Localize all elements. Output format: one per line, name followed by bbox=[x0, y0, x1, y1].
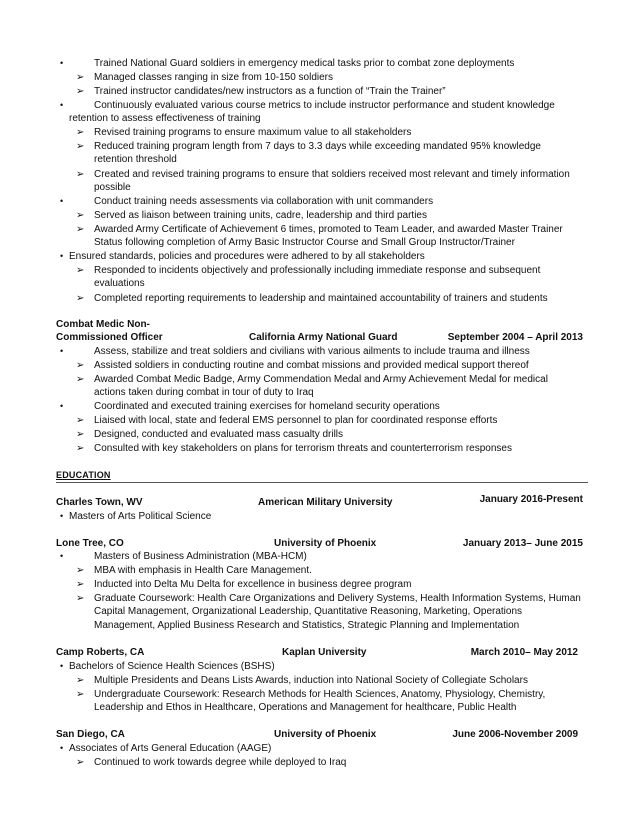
arrow-bullet-icon: ➢ bbox=[76, 210, 85, 221]
arrow-bullet-icon: ➢ bbox=[76, 360, 85, 371]
education-school: Kaplan University bbox=[282, 647, 367, 658]
arrow-bullet-icon: ➢ bbox=[76, 675, 85, 686]
sub-bullet-text-cont: retention threshold bbox=[94, 154, 177, 165]
bullet: • bbox=[60, 551, 64, 561]
sub-bullet-text-cont: possible bbox=[94, 182, 131, 193]
arrow-bullet-icon: ➢ bbox=[76, 127, 85, 138]
bullet-text: Trained National Guard soldiers in emergency medical tasks prior to combat zone deployments bbox=[94, 58, 515, 69]
education-location: San Diego, CA bbox=[56, 729, 125, 740]
bullet: • bbox=[60, 661, 64, 671]
sub-bullet-text: Liaised with local, state and federal EMS personnel to plan for coordinated response efforts bbox=[94, 415, 498, 426]
sub-bullet-text: Reduced training program length from 7 days to 3.3 days while exceeding mandated 95% knowledge bbox=[94, 141, 541, 152]
sub-bullet-text: Multiple Presidents and Deans Lists Awards, induction into National Society of Collegiate Scholars bbox=[94, 675, 528, 686]
sub-bullet-text: Graduate Coursework: Health Care Organizations and Delivery Systems, Health Information Systems, Human bbox=[94, 593, 581, 604]
education-degree: Bachelors of Science Health Sciences (BSHS) bbox=[69, 661, 275, 672]
sub-bullet-text: MBA with emphasis in Health Care Management. bbox=[94, 565, 312, 576]
arrow-bullet-icon: ➢ bbox=[76, 224, 85, 235]
arrow-bullet-icon: ➢ bbox=[76, 86, 85, 97]
sub-bullet-text: Completed reporting requirements to leadership and maintained accountability of trainers and students bbox=[94, 293, 548, 304]
education-school: American Military University bbox=[258, 497, 393, 508]
sub-bullet-text: Designed, conducted and evaluated mass casualty drills bbox=[94, 429, 344, 440]
bullet: • bbox=[60, 511, 64, 521]
sub-bullet-text-cont: evaluations bbox=[94, 278, 145, 289]
arrow-bullet-icon: ➢ bbox=[76, 579, 85, 590]
arrow-bullet-icon: ➢ bbox=[76, 415, 85, 426]
education-dates: January 2016-Present bbox=[479, 494, 583, 505]
arrow-bullet-icon: ➢ bbox=[76, 293, 85, 304]
education-location: Lone Tree, CO bbox=[56, 538, 124, 549]
bullet-text: Ensured standards, policies and procedures were adhered to by all stakeholders bbox=[69, 251, 425, 262]
sub-bullet-text-cont: Leadership and Ethos in Healthcare, Operations and Management for healthcare, Public Health bbox=[94, 702, 517, 713]
education-degree: Masters of Business Administration (MBA-HCM) bbox=[94, 551, 307, 562]
bullet: • bbox=[60, 346, 64, 356]
sub-bullet-text: Assisted soldiers in conducting routine and combat missions and provided medical support thereof bbox=[94, 360, 529, 371]
sub-bullet-text: Undergraduate Coursework: Research Methods for Health Sciences, Anatomy, Physiology, Chemistry, bbox=[94, 689, 546, 700]
bullet: • bbox=[60, 196, 64, 206]
bullet-text-cont: retention to assess effectiveness of training bbox=[69, 113, 261, 124]
education-dates: March 2010– May 2012 bbox=[470, 647, 578, 658]
sub-bullet-text-cont: Status following completion of Army Basic Instructor Course and Small Group Instructor/Trainer bbox=[94, 237, 515, 248]
sub-bullet-text: Inducted into Delta Mu Delta for excellence in business degree program bbox=[94, 579, 412, 590]
education-degree: Masters of Arts Political Science bbox=[69, 511, 212, 522]
bullet: • bbox=[60, 58, 64, 68]
sub-bullet-text: Continued to work towards degree while deployed to Iraq bbox=[94, 757, 347, 768]
arrow-bullet-icon: ➢ bbox=[76, 429, 85, 440]
arrow-bullet-icon: ➢ bbox=[76, 593, 85, 604]
sub-bullet-text: Served as liaison between training units, cadre, leadership and third parties bbox=[94, 210, 427, 221]
bullet-text: Continuously evaluated various course metrics to include instructor performance and student knowledge bbox=[94, 100, 555, 111]
sub-bullet-text: Awarded Combat Medic Badge, Army Commendation Medal and Army Achievement Medal for medical bbox=[94, 374, 548, 385]
arrow-bullet-icon: ➢ bbox=[76, 757, 85, 768]
section-divider bbox=[56, 482, 588, 483]
arrow-bullet-icon: ➢ bbox=[76, 374, 85, 385]
sub-bullet-text-cont: actions taken during combat in tour of duty to Iraq bbox=[94, 387, 314, 398]
arrow-bullet-icon: ➢ bbox=[76, 565, 85, 576]
bullet-text: Conduct training needs assessments via collaboration with unit commanders bbox=[94, 196, 434, 207]
sub-bullet-text: Responded to incidents objectively and professionally including immediate response and subsequent bbox=[94, 265, 541, 276]
sub-bullet-text: Managed classes ranging in size from 10-150 soldiers bbox=[94, 72, 334, 83]
sub-bullet-text: Revised training programs to ensure maximum value to all stakeholders bbox=[94, 127, 412, 138]
education-dates: June 2006-November 2009 bbox=[452, 729, 578, 740]
job-dates: September 2004 – April 2013 bbox=[447, 332, 583, 343]
sub-bullet-text: Consulted with key stakeholders on plans for terrorism threats and counterterrorism responses bbox=[94, 443, 512, 454]
section-heading-education: EDUCATION bbox=[56, 470, 111, 480]
sub-bullet-text-cont: Capital Management, Organizational Leadership, Quantitative Reasoning, Marketing, Operations bbox=[94, 606, 523, 617]
arrow-bullet-icon: ➢ bbox=[76, 443, 85, 454]
education-dates: January 2013– June 2015 bbox=[462, 538, 583, 549]
arrow-bullet-icon: ➢ bbox=[76, 72, 85, 83]
job-title-cont: Commissioned Officer bbox=[56, 332, 163, 343]
bullet: • bbox=[60, 100, 64, 110]
bullet-text: Assess, stabilize and treat soldiers and civilians with various ailments to include trauma and illness bbox=[94, 346, 530, 357]
sub-bullet-text: Trained instructor candidates/new instructors as a function of “Train the Trainer” bbox=[94, 86, 446, 97]
education-location: Charles Town, WV bbox=[56, 497, 143, 508]
arrow-bullet-icon: ➢ bbox=[76, 265, 85, 276]
education-degree: Associates of Arts General Education (AAGE) bbox=[69, 743, 272, 754]
education-location: Camp Roberts, CA bbox=[56, 647, 145, 658]
job-title: Combat Medic Non- bbox=[56, 319, 150, 330]
bullet: • bbox=[60, 251, 64, 261]
arrow-bullet-icon: ➢ bbox=[76, 169, 85, 180]
bullet: • bbox=[60, 743, 64, 753]
sub-bullet-text: Awarded Army Certificate of Achievement 6 times, promoted to Team Leader, and awarded Master Trainer bbox=[94, 224, 563, 235]
bullet-text: Coordinated and executed training exercises for homeland security operations bbox=[94, 401, 440, 412]
sub-bullet-text: Created and revised training programs to ensure that soldiers received most relevant and timely information bbox=[94, 169, 570, 180]
bullet: • bbox=[60, 401, 64, 411]
education-school: University of Phoenix bbox=[274, 538, 377, 549]
arrow-bullet-icon: ➢ bbox=[76, 141, 85, 152]
arrow-bullet-icon: ➢ bbox=[76, 689, 85, 700]
sub-bullet-text-cont: Management, Applied Business Research and Statistics, Strategic Planning and Implementation bbox=[94, 620, 520, 631]
education-school: University of Phoenix bbox=[274, 729, 377, 740]
job-organization: California Army National Guard bbox=[249, 332, 398, 343]
